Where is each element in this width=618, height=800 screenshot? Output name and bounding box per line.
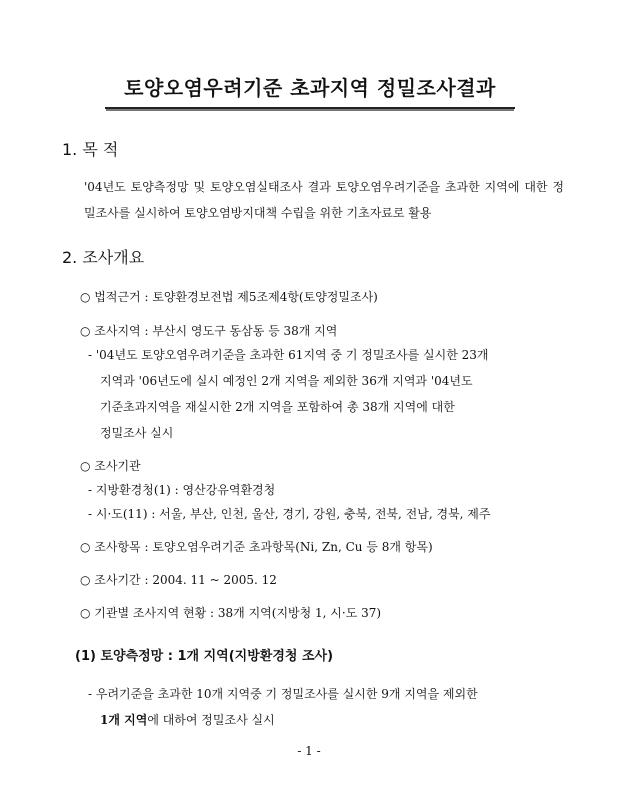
section-1-heading: 1. 목 적	[62, 140, 119, 159]
section-1-paragraph: '04년도 토양측정망 및 토양오염실태조사 결과 토양오염우려기준을 초과한 지역에 대한 정밀조사를 실시하여 토양오염방지대책 수립을 위한 기초자료로 활용	[84, 180, 564, 220]
survey-items: ○ 조사항목 : 토양오염우려기준 초과항목(Ni, Zn, Cu 등 8개 항목)	[80, 540, 433, 554]
highlight-text: 1개 지역	[100, 713, 148, 727]
survey-agency: ○ 조사기관	[80, 459, 141, 473]
section-2-heading: 2. 조사개요	[62, 248, 145, 267]
area-detail-line: 기준초과지역을 재실시한 2개 지역을 포함하여 총 38개 지역에 대한	[100, 400, 455, 414]
subsection-1-line-2	[100, 711, 275, 728]
agency-item: - 시·도(11) : 서울, 부산, 인천, 울산, 경기, 강원, 충북, 전북, 전남, 경북, 제주	[88, 507, 491, 521]
survey-period: ○ 조사기간 : 2004. 11 ~ 2005. 12	[80, 573, 277, 587]
agency-item: - 지방환경청(1) : 영산강유역환경청	[88, 483, 276, 497]
survey-area: ○ 조사지역 : 부산시 영도구 동삼동 등 38개 지역	[80, 324, 338, 338]
page-title: 토양오염우려기준 초과지역 정밀조사결과	[105, 72, 515, 109]
areas-by-agency: ○ 기관별 조사지역 현황 : 38개 지역(지방청 1, 시·도 37)	[80, 606, 382, 620]
area-detail-line: 정밀조사 실시	[100, 426, 174, 440]
area-detail-line: - '04년도 토양오염우려기준을 초과한 61지역 중 기 정밀조사를 실시한 23개	[88, 348, 489, 362]
subsection-1-heading: (1) 토양측정망 : 1개 지역(지방환경청 조사)	[75, 649, 334, 664]
subsection-1-line: - 우려기준을 초과한 10개 지역중 기 정밀조사를 실시한 9개 지역을 제외한	[88, 687, 478, 701]
legal-basis: ○ 법적근거 : 토양환경보전법 제5조제4항(토양정밀조사)	[80, 290, 378, 304]
page-number: - 1 -	[297, 744, 321, 758]
subsection-1-line-2-rest: 에 대하여 정밀조사 실시	[147, 713, 275, 727]
area-detail-line: 지역과 '06년도에 실시 예정인 2개 지역을 제외한 36개 지역과 '04년도	[100, 374, 473, 388]
